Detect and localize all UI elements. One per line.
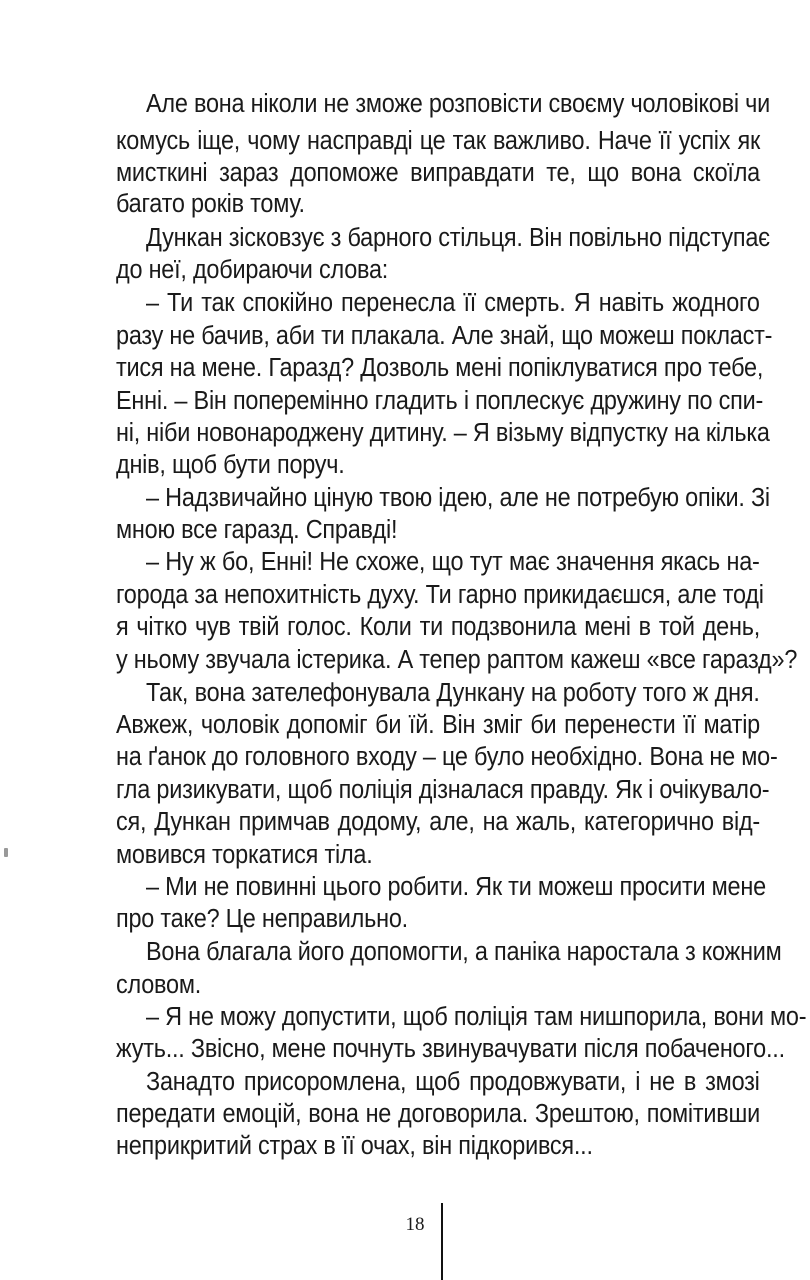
text-line: на ґанок до головного входу – це було необхідно. Вона не мо- — [116, 743, 778, 771]
text-line: города за непохитність духу. Ти гарно прикидаєшся, але тоді — [116, 581, 764, 609]
text-line: Так, вона зателефонувала Дункану на роботу того ж дня. — [146, 679, 760, 707]
text-line: мною все гаразд. Справді! — [116, 516, 398, 544]
text-line: Але вона ніколи не зможе розповісти своєму чоловікові чи — [146, 90, 771, 118]
text-line: словом. — [116, 971, 202, 999]
text-line: мовився торкатися тіла. — [116, 841, 373, 869]
margin-mark — [4, 848, 8, 857]
page-number: 18 — [405, 1214, 425, 1235]
text-line: – Ти так спокійно перенесла її смерть. Я навіть жодного — [146, 289, 760, 317]
text-line: – Ми не повинні цього робити. Як ти можеш просити мене — [146, 873, 766, 901]
text-line: жуть... Звісно, мене почнуть звинувачувати після побаченого... — [116, 1035, 785, 1063]
page-number-rule — [441, 1203, 443, 1280]
text-line: ні, ніби новонароджену дитину. – Я візьму відпустку на кілька — [116, 419, 770, 447]
text-line: тися на мене. Гаразд? Дозволь мені попіклуватися про тебе, — [116, 354, 764, 382]
text-line: Занадто присоромлена, щоб продовжувати, і не в змозі — [146, 1068, 760, 1096]
text-line: до неї, добираючи слова: — [116, 256, 389, 284]
text-line: днів, щоб бути поруч. — [116, 451, 345, 479]
text-line: я чітко чув твій голос. Коли ти подзвонила мені в той день, — [116, 613, 760, 641]
text-line: гла ризикувати, щоб поліція дізналася правду. Як і очікувало- — [116, 776, 770, 804]
text-line: комусь іще, чому насправді це так важливо. Наче її успіх як — [116, 127, 760, 155]
text-line: – Ну ж бо, Енні! Не схоже, що тут має значення якась на- — [146, 548, 760, 576]
text-line: про таке? Це неправильно. — [116, 905, 408, 933]
text-line: Вона благала його допомогти, а паніка наростала з кожним — [146, 938, 782, 966]
text-line: Авжеж, чоловік допоміг би їй. Він зміг би перенести її матір — [116, 711, 760, 739]
text-line: Дункан зісковзує з барного стільця. Він повільно підступає — [146, 224, 770, 252]
text-line: неприкритий страх в її очах, він підкорився... — [116, 1132, 593, 1160]
text-line: – Я не можу допустити, щоб поліція там нишпорила, вони мо- — [146, 1003, 807, 1031]
text-line: у ньому звучала істерика. А тепер раптом кажеш «все гаразд»? — [116, 646, 798, 674]
text-line: Енні. – Він поперемінно гладить і поплескує дружину по спи- — [116, 387, 764, 415]
text-line: багато років тому. — [116, 190, 305, 218]
text-line: мисткині зараз допоможе виправдати те, що вона скоїла — [116, 159, 760, 187]
text-line: передати емоцій, вона не договорила. Зрештою, помітивши — [116, 1100, 760, 1128]
text-line: ся, Дункан примчав додому, але, на жаль, категорично від- — [116, 808, 760, 836]
text-line: разу не бачив, аби ти плакала. Але знай, що можеш покласт- — [116, 322, 773, 350]
text-line: – Надзвичайно ціную твою ідею, але не потребую опіки. Зі — [146, 484, 770, 512]
